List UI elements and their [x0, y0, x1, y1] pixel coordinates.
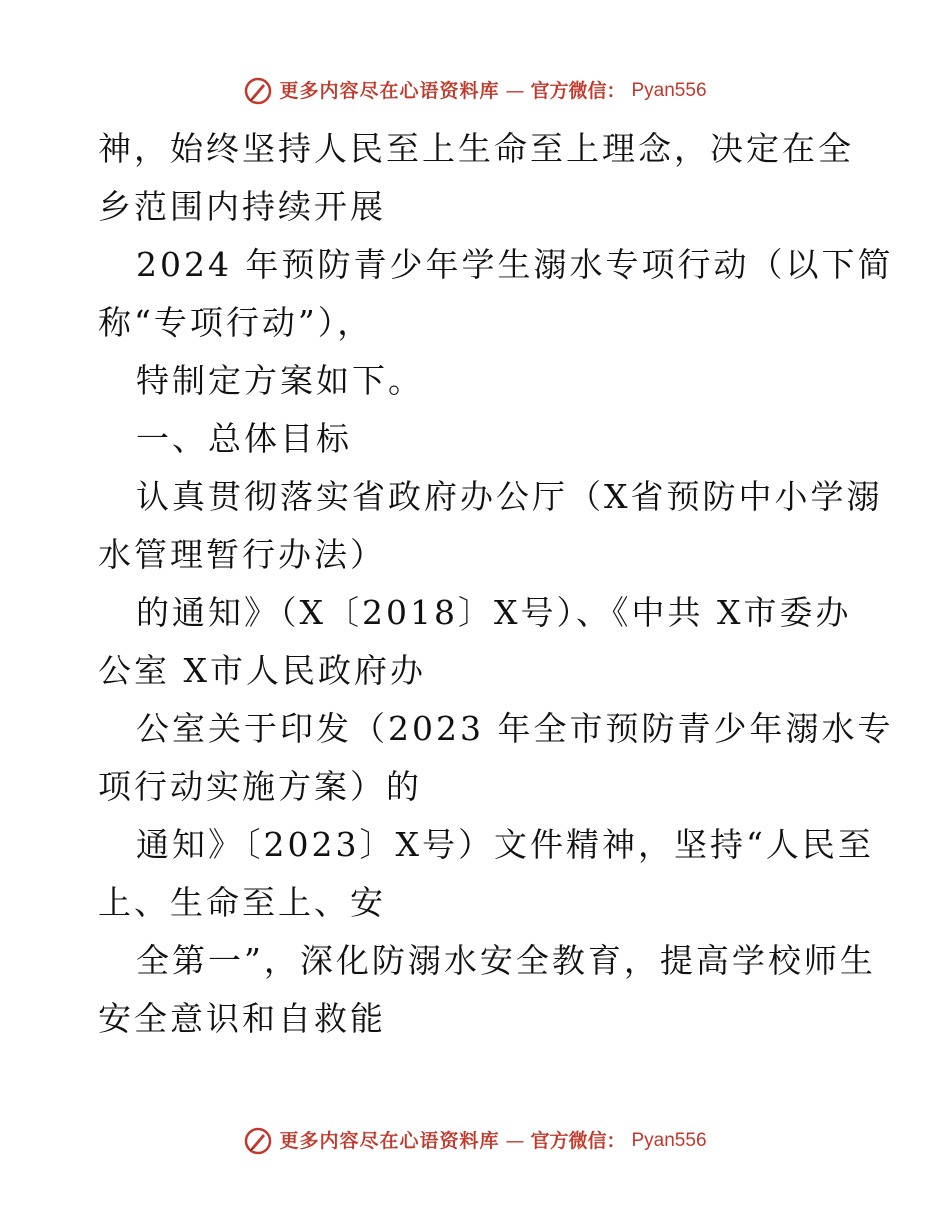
text-line: 公室关于印发（2023 年全市预防青少年溺水专	[136, 709, 894, 748]
watermark-brand: 更多内容尽在心语资料库	[279, 1130, 500, 1152]
text-line: 上、生命至上、安	[98, 883, 386, 922]
text-line: 称“专项行动”），	[98, 303, 374, 342]
section-heading: 一、总体目标	[136, 419, 352, 458]
text-line: 认真贯彻落实省政府办公厅（X省预防中小学溺	[136, 477, 883, 516]
quill-pen-logo-icon	[243, 1126, 273, 1156]
text-line: 的通知》（X〔2018〕X号）、《中共 X市委办	[136, 593, 852, 632]
watermark-wechat-label: 官方微信：	[530, 80, 626, 102]
text-line: 水管理暂行办法）	[98, 535, 386, 574]
watermark-wechat-id: Pyan556	[631, 1130, 707, 1151]
watermark-wechat-label: 官方微信：	[530, 1130, 626, 1152]
text-line: 项行动实施方案）的	[98, 767, 422, 806]
document-body	[98, 120, 894, 1048]
header-watermark	[0, 76, 950, 106]
text-line: 乡范围内持续开展	[98, 187, 386, 226]
text-line: 神，始终坚持人民至上生命至上理念，决定在全	[98, 129, 854, 168]
watermark-brand: 更多内容尽在心语资料库	[279, 80, 500, 102]
text-line: 安全意识和自救能	[98, 999, 386, 1038]
text-line: 通知》〔2023〕X号）文件精神，坚持“人民至	[136, 825, 874, 864]
watermark-wechat-id: Pyan556	[631, 80, 707, 101]
quill-pen-logo-icon	[243, 76, 273, 106]
footer-watermark	[0, 1126, 950, 1156]
watermark-dash: —	[505, 80, 525, 102]
text-line: 2024 年预防青少年学生溺水专项行动（以下简	[136, 245, 894, 284]
text-line: 公室 X市人民政府办	[98, 651, 426, 690]
watermark-dash: —	[505, 1130, 525, 1152]
text-line: 全第一”，深化防溺水安全教育，提高学校师生	[136, 941, 876, 980]
text-line: 特制定方案如下。	[136, 361, 424, 400]
